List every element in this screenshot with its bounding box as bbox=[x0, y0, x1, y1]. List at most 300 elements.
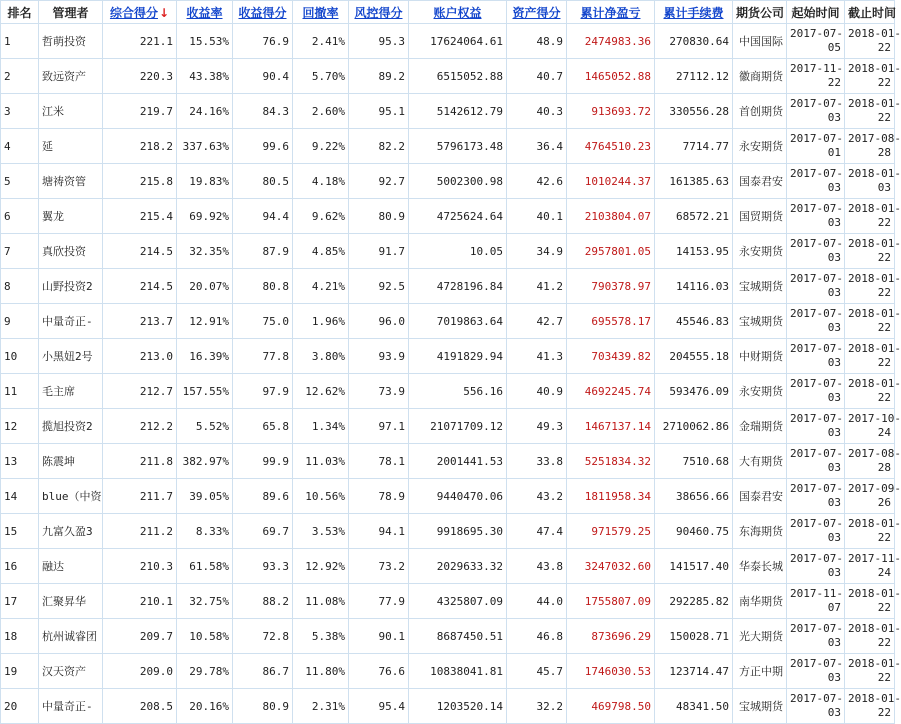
cell-composite: 210.3 bbox=[103, 549, 177, 584]
cell-start bbox=[787, 619, 845, 654]
cell-manager: blue（中资 bbox=[39, 479, 103, 514]
cell-net-profit: 873696.29 bbox=[567, 619, 655, 654]
cell-manager: 哲萌投资 bbox=[39, 24, 103, 59]
cell-broker: 宝城期货 bbox=[733, 689, 787, 724]
cell-asset-score: 46.8 bbox=[507, 619, 567, 654]
cell-drawdown: 2.60% bbox=[293, 94, 349, 129]
cell-start-a: 2017-07- bbox=[790, 132, 843, 145]
cell-end-b: 22 bbox=[877, 391, 891, 404]
cell-start-b: 03 bbox=[827, 706, 841, 719]
cell-return-rate: 32.35% bbox=[177, 234, 233, 269]
cell-end-a: 2018-01- bbox=[848, 272, 901, 285]
cell-equity: 1203520.14 bbox=[409, 689, 507, 724]
cell-risk-score: 91.7 bbox=[349, 234, 409, 269]
cell-fees: 7510.68 bbox=[655, 444, 733, 479]
cell-return-score: 84.3 bbox=[233, 94, 293, 129]
cell-end-a: 2018-01- bbox=[848, 622, 901, 635]
cell-end-b: 24 bbox=[877, 566, 891, 579]
cell-equity: 556.16 bbox=[409, 374, 507, 409]
cell-asset-score: 36.4 bbox=[507, 129, 567, 164]
cell-rank: 11 bbox=[1, 374, 39, 409]
cell-risk-score: 94.1 bbox=[349, 514, 409, 549]
cell-start bbox=[787, 59, 845, 94]
cell-broker: 华泰长城 bbox=[733, 549, 787, 584]
table-row bbox=[1, 59, 895, 94]
cell-fees: 141517.40 bbox=[655, 549, 733, 584]
cell-drawdown: 1.34% bbox=[293, 409, 349, 444]
cell-start bbox=[787, 129, 845, 164]
cell-asset-score: 32.2 bbox=[507, 689, 567, 724]
cell-return-rate: 15.53% bbox=[177, 24, 233, 59]
table-row bbox=[1, 479, 895, 514]
cell-start bbox=[787, 164, 845, 199]
cell-fees: 123714.47 bbox=[655, 654, 733, 689]
cell-broker: 大有期货 bbox=[733, 444, 787, 479]
cell-return-score: 90.4 bbox=[233, 59, 293, 94]
cell-rank: 12 bbox=[1, 409, 39, 444]
cell-rank: 1 bbox=[1, 24, 39, 59]
cell-risk-score: 93.9 bbox=[349, 339, 409, 374]
cell-rank: 8 bbox=[1, 269, 39, 304]
cell-return-rate: 24.16% bbox=[177, 94, 233, 129]
cell-end-a: 2017-11- bbox=[848, 552, 901, 565]
cell-risk-score: 97.1 bbox=[349, 409, 409, 444]
cell-start bbox=[787, 584, 845, 619]
cell-fees: 14153.95 bbox=[655, 234, 733, 269]
cell-drawdown: 5.38% bbox=[293, 619, 349, 654]
cell-asset-score: 47.4 bbox=[507, 514, 567, 549]
cell-drawdown: 11.80% bbox=[293, 654, 349, 689]
cell-return-score: 94.4 bbox=[233, 199, 293, 234]
sort-asset-score-link[interactable]: 资产得分 bbox=[512, 5, 561, 20]
cell-start bbox=[787, 94, 845, 129]
cell-return-rate: 43.38% bbox=[177, 59, 233, 94]
cell-drawdown: 4.21% bbox=[293, 269, 349, 304]
cell-return-score: 80.9 bbox=[233, 689, 293, 724]
cell-end bbox=[845, 24, 901, 59]
cell-start bbox=[787, 304, 845, 339]
sort-desc-icon: ↓ bbox=[158, 5, 170, 20]
cell-return-score: 69.7 bbox=[233, 514, 293, 549]
sort-drawdown-link[interactable]: 回撤率 bbox=[302, 5, 339, 20]
cell-composite: 213.0 bbox=[103, 339, 177, 374]
cell-net-profit: 3247032.60 bbox=[567, 549, 655, 584]
cell-end-b: 22 bbox=[877, 76, 891, 89]
cell-return-rate: 337.63% bbox=[177, 129, 233, 164]
cell-broker: 国贸期货 bbox=[733, 199, 787, 234]
cell-risk-score: 78.9 bbox=[349, 479, 409, 514]
cell-manager: 真欣投资 bbox=[39, 234, 103, 269]
header-return-score bbox=[233, 1, 293, 24]
cell-start-b: 03 bbox=[827, 391, 841, 404]
cell-start-b: 03 bbox=[827, 426, 841, 439]
cell-rank: 20 bbox=[1, 689, 39, 724]
cell-start-b: 03 bbox=[827, 286, 841, 299]
cell-fees: 150028.71 bbox=[655, 619, 733, 654]
cell-end-b: 22 bbox=[877, 356, 891, 369]
cell-risk-score: 89.2 bbox=[349, 59, 409, 94]
cell-manager: 陈震坤 bbox=[39, 444, 103, 479]
cell-fees: 330556.28 bbox=[655, 94, 733, 129]
cell-equity: 5142612.79 bbox=[409, 94, 507, 129]
cell-net-profit: 1467137.14 bbox=[567, 409, 655, 444]
cell-start-a: 2017-07- bbox=[790, 202, 843, 215]
header-manager: 管理者 bbox=[39, 1, 103, 24]
cell-end-b: 22 bbox=[877, 601, 891, 614]
cell-net-profit: 1746030.53 bbox=[567, 654, 655, 689]
table-row bbox=[1, 689, 895, 724]
table-row bbox=[1, 584, 895, 619]
cell-return-rate: 32.75% bbox=[177, 584, 233, 619]
cell-asset-score: 42.7 bbox=[507, 304, 567, 339]
cell-risk-score: 95.4 bbox=[349, 689, 409, 724]
cell-end-b: 22 bbox=[877, 111, 891, 124]
cell-risk-score: 76.6 bbox=[349, 654, 409, 689]
cell-net-profit: 1755807.09 bbox=[567, 584, 655, 619]
header-asset-score bbox=[507, 1, 567, 24]
cell-equity: 9918695.30 bbox=[409, 514, 507, 549]
cell-start bbox=[787, 199, 845, 234]
cell-manager: 小黑妞2号 bbox=[39, 339, 103, 374]
cell-fees: 292285.82 bbox=[655, 584, 733, 619]
cell-end bbox=[845, 409, 901, 444]
cell-start-a: 2017-07- bbox=[790, 692, 843, 705]
cell-drawdown: 9.62% bbox=[293, 199, 349, 234]
header-fees bbox=[655, 1, 733, 24]
cell-drawdown: 1.96% bbox=[293, 304, 349, 339]
cell-asset-score: 40.3 bbox=[507, 94, 567, 129]
cell-fees: 38656.66 bbox=[655, 479, 733, 514]
cell-start-b: 03 bbox=[827, 566, 841, 579]
cell-asset-score: 40.1 bbox=[507, 199, 567, 234]
cell-asset-score: 44.0 bbox=[507, 584, 567, 619]
cell-rank: 7 bbox=[1, 234, 39, 269]
table-row bbox=[1, 94, 895, 129]
cell-broker: 永安期货 bbox=[733, 374, 787, 409]
cell-return-score: 80.5 bbox=[233, 164, 293, 199]
cell-end bbox=[845, 479, 901, 514]
cell-return-rate: 19.83% bbox=[177, 164, 233, 199]
header-risk-score bbox=[349, 1, 409, 24]
cell-start-b: 03 bbox=[827, 356, 841, 369]
cell-start-b: 03 bbox=[827, 251, 841, 264]
cell-end-b: 28 bbox=[877, 461, 891, 474]
cell-risk-score: 96.0 bbox=[349, 304, 409, 339]
cell-asset-score: 34.9 bbox=[507, 234, 567, 269]
cell-rank: 19 bbox=[1, 654, 39, 689]
cell-end-a: 2018-01- bbox=[848, 342, 901, 355]
cell-end bbox=[845, 339, 901, 374]
cell-broker: 光大期货 bbox=[733, 619, 787, 654]
cell-return-score: 72.8 bbox=[233, 619, 293, 654]
cell-return-score: 80.8 bbox=[233, 269, 293, 304]
cell-composite: 210.1 bbox=[103, 584, 177, 619]
cell-fees: 68572.21 bbox=[655, 199, 733, 234]
cell-start-a: 2017-07- bbox=[790, 552, 843, 565]
cell-asset-score: 41.3 bbox=[507, 339, 567, 374]
cell-start-a: 2017-07- bbox=[790, 622, 843, 635]
cell-equity: 10838041.81 bbox=[409, 654, 507, 689]
cell-start bbox=[787, 689, 845, 724]
cell-end bbox=[845, 444, 901, 479]
cell-rank: 14 bbox=[1, 479, 39, 514]
cell-start-a: 2017-07- bbox=[790, 27, 843, 40]
cell-start-b: 03 bbox=[827, 636, 841, 649]
cell-start bbox=[787, 654, 845, 689]
cell-end-b: 24 bbox=[877, 426, 891, 439]
cell-net-profit: 695578.17 bbox=[567, 304, 655, 339]
cell-net-profit: 1811958.34 bbox=[567, 479, 655, 514]
cell-end-a: 2018-01- bbox=[848, 202, 901, 215]
cell-start bbox=[787, 549, 845, 584]
cell-end-b: 22 bbox=[877, 671, 891, 684]
cell-end-a: 2017-08- bbox=[848, 447, 901, 460]
cell-return-rate: 29.78% bbox=[177, 654, 233, 689]
cell-composite: 219.7 bbox=[103, 94, 177, 129]
table-row bbox=[1, 409, 895, 444]
cell-risk-score: 92.7 bbox=[349, 164, 409, 199]
cell-manager: 山野投资2 bbox=[39, 269, 103, 304]
cell-equity: 7019863.64 bbox=[409, 304, 507, 339]
cell-risk-score: 80.9 bbox=[349, 199, 409, 234]
cell-composite: 209.7 bbox=[103, 619, 177, 654]
cell-manager: 杭州诚睿团 bbox=[39, 619, 103, 654]
table-row bbox=[1, 304, 895, 339]
cell-net-profit: 1465052.88 bbox=[567, 59, 655, 94]
cell-start-a: 2017-07- bbox=[790, 342, 843, 355]
cell-net-profit: 1010244.37 bbox=[567, 164, 655, 199]
cell-manager: 塘祷资管 bbox=[39, 164, 103, 199]
sort-risk-score-link[interactable]: 风控得分 bbox=[354, 5, 403, 20]
cell-end-b: 22 bbox=[877, 41, 891, 54]
cell-drawdown: 3.80% bbox=[293, 339, 349, 374]
header-rank: 排名 bbox=[1, 1, 39, 24]
cell-start-a: 2017-07- bbox=[790, 657, 843, 670]
cell-drawdown: 4.18% bbox=[293, 164, 349, 199]
cell-net-profit: 5251834.32 bbox=[567, 444, 655, 479]
header-end: 截止时间 bbox=[845, 1, 895, 24]
cell-equity: 4725624.64 bbox=[409, 199, 507, 234]
cell-equity: 5796173.48 bbox=[409, 129, 507, 164]
cell-asset-score: 33.8 bbox=[507, 444, 567, 479]
table-row bbox=[1, 164, 895, 199]
cell-return-rate: 61.58% bbox=[177, 549, 233, 584]
cell-end-a: 2017-09- bbox=[848, 482, 901, 495]
cell-broker: 永安期货 bbox=[733, 129, 787, 164]
cell-start-b: 03 bbox=[827, 671, 841, 684]
sort-return-rate-link[interactable]: 收益率 bbox=[186, 5, 223, 20]
cell-return-rate: 69.92% bbox=[177, 199, 233, 234]
cell-fees: 593476.09 bbox=[655, 374, 733, 409]
cell-broker: 中国国际 bbox=[733, 24, 787, 59]
cell-end-a: 2017-08- bbox=[848, 132, 901, 145]
cell-end-b: 03 bbox=[877, 181, 891, 194]
cell-end bbox=[845, 374, 901, 409]
cell-net-profit: 703439.82 bbox=[567, 339, 655, 374]
cell-risk-score: 73.2 bbox=[349, 549, 409, 584]
cell-equity: 2029633.32 bbox=[409, 549, 507, 584]
cell-asset-score: 40.7 bbox=[507, 59, 567, 94]
cell-start-a: 2017-07- bbox=[790, 272, 843, 285]
cell-rank: 3 bbox=[1, 94, 39, 129]
cell-start-b: 07 bbox=[827, 601, 841, 614]
cell-start bbox=[787, 479, 845, 514]
cell-equity: 4191829.94 bbox=[409, 339, 507, 374]
cell-composite: 209.0 bbox=[103, 654, 177, 689]
cell-equity: 8687450.51 bbox=[409, 619, 507, 654]
cell-return-score: 86.7 bbox=[233, 654, 293, 689]
cell-return-rate: 8.33% bbox=[177, 514, 233, 549]
cell-start bbox=[787, 339, 845, 374]
cell-risk-score: 95.1 bbox=[349, 94, 409, 129]
cell-end-a: 2017-10- bbox=[848, 412, 901, 425]
cell-manager: 延 bbox=[39, 129, 103, 164]
cell-fees: 90460.75 bbox=[655, 514, 733, 549]
cell-return-rate: 20.07% bbox=[177, 269, 233, 304]
cell-equity: 2001441.53 bbox=[409, 444, 507, 479]
cell-return-score: 76.9 bbox=[233, 24, 293, 59]
table-row bbox=[1, 129, 895, 164]
cell-asset-score: 49.3 bbox=[507, 409, 567, 444]
cell-fees: 270830.64 bbox=[655, 24, 733, 59]
cell-rank: 2 bbox=[1, 59, 39, 94]
cell-manager: 江米 bbox=[39, 94, 103, 129]
cell-manager: 翼龙 bbox=[39, 199, 103, 234]
cell-end-a: 2018-01- bbox=[848, 97, 901, 110]
cell-asset-score: 43.8 bbox=[507, 549, 567, 584]
table-row bbox=[1, 514, 895, 549]
cell-end-b: 22 bbox=[877, 531, 891, 544]
table-row bbox=[1, 654, 895, 689]
cell-return-rate: 16.39% bbox=[177, 339, 233, 374]
cell-fees: 161385.63 bbox=[655, 164, 733, 199]
cell-broker: 国泰君安 bbox=[733, 479, 787, 514]
cell-net-profit: 4764510.23 bbox=[567, 129, 655, 164]
cell-start-a: 2017-07- bbox=[790, 167, 843, 180]
cell-manager: 致远资产 bbox=[39, 59, 103, 94]
cell-end bbox=[845, 234, 901, 269]
cell-end bbox=[845, 129, 901, 164]
cell-return-score: 77.8 bbox=[233, 339, 293, 374]
sort-fees-link[interactable]: 累计手续费 bbox=[663, 5, 724, 20]
sort-equity-link[interactable]: 账户权益 bbox=[433, 5, 482, 20]
cell-start-b: 03 bbox=[827, 496, 841, 509]
cell-composite: 214.5 bbox=[103, 234, 177, 269]
cell-start bbox=[787, 409, 845, 444]
cell-start-b: 03 bbox=[827, 181, 841, 194]
cell-risk-score: 78.1 bbox=[349, 444, 409, 479]
cell-return-score: 99.6 bbox=[233, 129, 293, 164]
cell-broker: 永安期货 bbox=[733, 234, 787, 269]
cell-composite: 211.7 bbox=[103, 479, 177, 514]
sort-net-profit-link[interactable]: 累计净盈亏 bbox=[580, 5, 641, 20]
cell-start-b: 03 bbox=[827, 216, 841, 229]
cell-start-b: 03 bbox=[827, 531, 841, 544]
cell-equity: 21071709.12 bbox=[409, 409, 507, 444]
header-drawdown bbox=[293, 1, 349, 24]
cell-asset-score: 43.2 bbox=[507, 479, 567, 514]
cell-start-a: 2017-07- bbox=[790, 517, 843, 530]
cell-net-profit: 913693.72 bbox=[567, 94, 655, 129]
cell-drawdown: 10.56% bbox=[293, 479, 349, 514]
cell-composite: 215.8 bbox=[103, 164, 177, 199]
cell-manager: 汉天资产 bbox=[39, 654, 103, 689]
cell-drawdown: 2.41% bbox=[293, 24, 349, 59]
cell-fees: 48341.50 bbox=[655, 689, 733, 724]
cell-net-profit: 971579.25 bbox=[567, 514, 655, 549]
cell-end-b: 22 bbox=[877, 706, 891, 719]
cell-return-rate: 10.58% bbox=[177, 619, 233, 654]
cell-composite: 220.3 bbox=[103, 59, 177, 94]
cell-fees: 14116.03 bbox=[655, 269, 733, 304]
cell-start-a: 2017-07- bbox=[790, 237, 843, 250]
sort-return-score-link[interactable]: 收益得分 bbox=[238, 5, 287, 20]
cell-equity: 4728196.84 bbox=[409, 269, 507, 304]
cell-end-b: 28 bbox=[877, 146, 891, 159]
cell-start-b: 03 bbox=[827, 461, 841, 474]
header-composite bbox=[103, 1, 177, 24]
cell-start-b: 22 bbox=[827, 76, 841, 89]
cell-asset-score: 41.2 bbox=[507, 269, 567, 304]
cell-end-b: 22 bbox=[877, 636, 891, 649]
cell-composite: 211.8 bbox=[103, 444, 177, 479]
cell-fees: 204555.18 bbox=[655, 339, 733, 374]
header-broker: 期货公司 bbox=[733, 1, 787, 24]
cell-rank: 10 bbox=[1, 339, 39, 374]
cell-return-score: 89.6 bbox=[233, 479, 293, 514]
cell-broker: 徽商期货 bbox=[733, 59, 787, 94]
header-row bbox=[1, 1, 895, 24]
cell-start-a: 2017-07- bbox=[790, 307, 843, 320]
cell-return-score: 99.9 bbox=[233, 444, 293, 479]
cell-end-a: 2018-01- bbox=[848, 587, 901, 600]
cell-start bbox=[787, 514, 845, 549]
cell-start-a: 2017-07- bbox=[790, 412, 843, 425]
cell-rank: 6 bbox=[1, 199, 39, 234]
cell-end-a: 2018-01- bbox=[848, 377, 901, 390]
cell-drawdown: 5.70% bbox=[293, 59, 349, 94]
cell-equity: 10.05 bbox=[409, 234, 507, 269]
cell-end-b: 26 bbox=[877, 496, 891, 509]
cell-end-a: 2018-01- bbox=[848, 307, 901, 320]
cell-broker: 宝城期货 bbox=[733, 304, 787, 339]
cell-end-b: 22 bbox=[877, 321, 891, 334]
cell-broker: 方正中期 bbox=[733, 654, 787, 689]
cell-composite: 213.7 bbox=[103, 304, 177, 339]
cell-start bbox=[787, 24, 845, 59]
cell-drawdown: 11.08% bbox=[293, 584, 349, 619]
cell-broker: 中财期货 bbox=[733, 339, 787, 374]
sort-composite-link[interactable]: 综合得分 bbox=[109, 5, 158, 20]
cell-broker: 南华期货 bbox=[733, 584, 787, 619]
cell-asset-score: 48.9 bbox=[507, 24, 567, 59]
cell-drawdown: 4.85% bbox=[293, 234, 349, 269]
header-return-rate bbox=[177, 1, 233, 24]
cell-return-score: 75.0 bbox=[233, 304, 293, 339]
cell-end-b: 22 bbox=[877, 251, 891, 264]
cell-start-b: 03 bbox=[827, 111, 841, 124]
cell-start-b: 03 bbox=[827, 321, 841, 334]
cell-composite: 221.1 bbox=[103, 24, 177, 59]
cell-end bbox=[845, 199, 901, 234]
cell-fees: 7714.77 bbox=[655, 129, 733, 164]
cell-equity: 17624064.61 bbox=[409, 24, 507, 59]
cell-fees: 45546.83 bbox=[655, 304, 733, 339]
cell-return-rate: 157.55% bbox=[177, 374, 233, 409]
cell-drawdown: 12.92% bbox=[293, 549, 349, 584]
cell-end bbox=[845, 514, 901, 549]
cell-start bbox=[787, 234, 845, 269]
